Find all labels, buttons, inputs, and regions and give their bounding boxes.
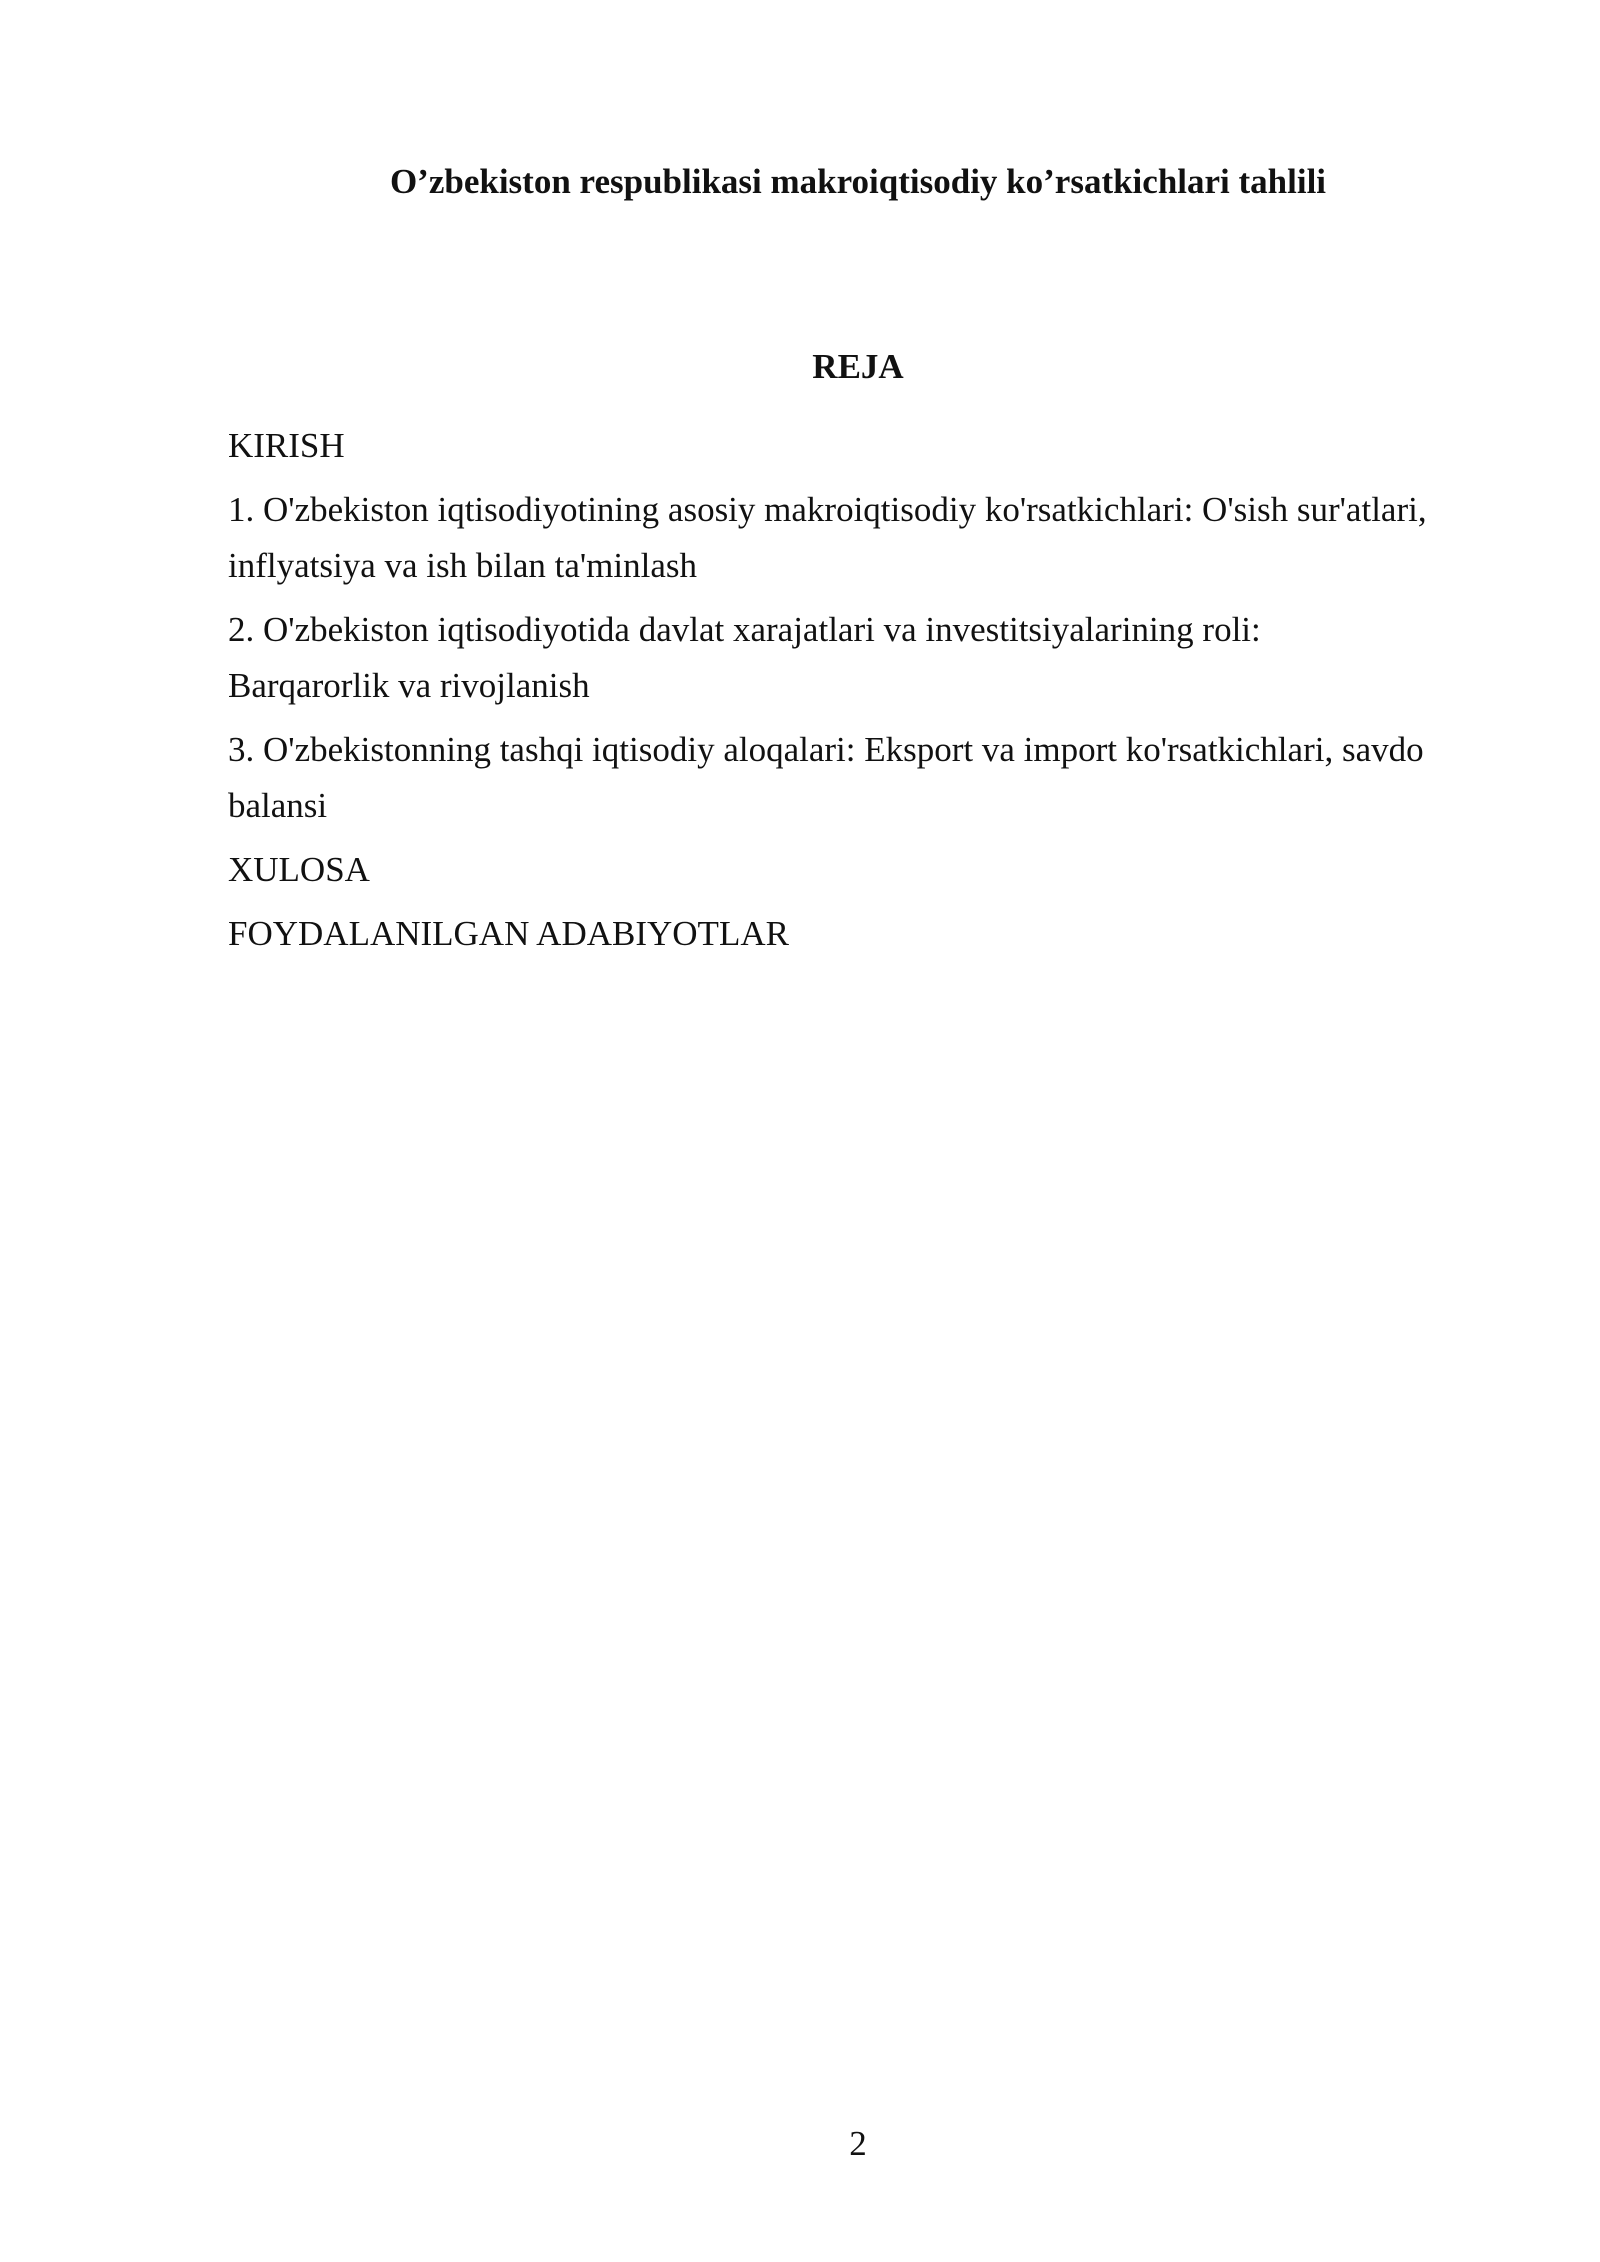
toc-item-1: 1. O'zbekiston iqtisodiyotining asosiy makroiqtisodiy ko'rsatkichlari: O'sish sur'atlari, inflyatsiya va ish bilan ta'minlash: [228, 490, 1427, 585]
plan-heading: REJA: [812, 347, 904, 386]
table-of-contents: [228, 418, 1428, 970]
toc-item-conclusion: XULOSA: [228, 850, 370, 889]
toc-item-2: 2. O'zbekiston iqtisodiyotida davlat xarajatlari va investitsiyalarining roli: Barqarorlik va rivojlanish: [228, 610, 1261, 705]
document-title: O’zbekiston respublikasi makroiqtisodiy ko’rsatkichlari tahlili: [389, 162, 1327, 201]
toc-item-intro: KIRISH: [228, 426, 345, 465]
page-number: 2: [849, 2124, 867, 2163]
toc-item-3: 3. O'zbekistonning tashqi iqtisodiy aloqalari: Eksport va import ko'rsatkichlari, savdo balansi: [228, 730, 1424, 825]
toc-item-references: FOYDALANILGAN ADABIYOTLAR: [228, 914, 789, 953]
